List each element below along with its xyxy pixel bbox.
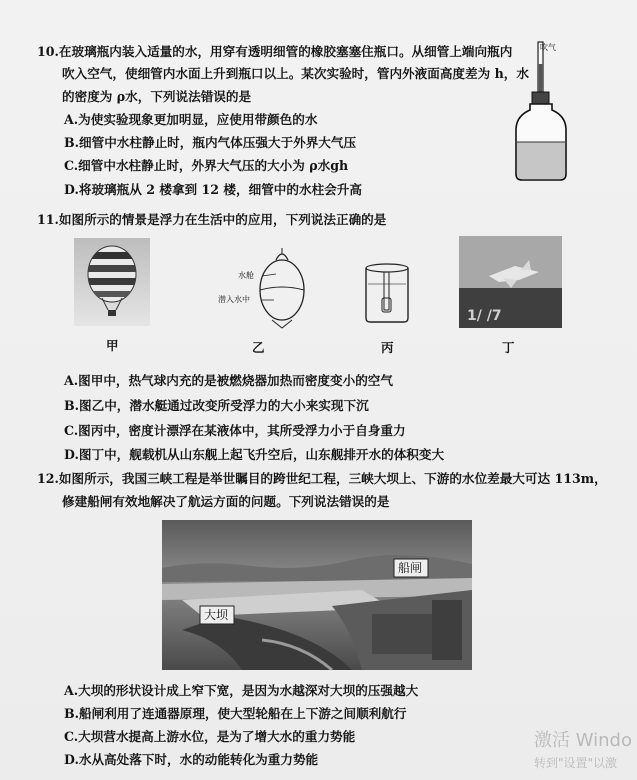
- q12-stem-line2: 修建船闸有效地解决了航运方面的问题。下列说法错误的是: [62, 494, 390, 509]
- windows-activation-watermark: 激活 Windo: [534, 730, 632, 751]
- q10-option-d: D.将玻璃瓶从 2 楼拿到 12 楼，细管中的水柱会升高: [64, 182, 362, 197]
- hydrometer-beaker-diagram: [362, 262, 412, 324]
- q11-stem: 11.如图所示的情景是浮力在生活中的应用，下列说法正确的是: [37, 212, 387, 227]
- q11-option-c: C.图丙中，密度计漂浮在某液体中，其所受浮力小于自身重力: [64, 423, 406, 438]
- submarine-submerge-label: 潜入水中: [218, 295, 250, 304]
- windows-activation-hint: 转到"设置"以激: [534, 756, 618, 770]
- figure-label-jia: 甲: [106, 338, 119, 353]
- q12-option-b: B.船闸利用了连通器原理，使大型轮船在上下游之间顺利航行: [64, 706, 407, 721]
- bottle-blow-label: 吹气: [540, 43, 556, 52]
- figure-label-yi: 乙: [252, 340, 265, 355]
- submarine-tank-label: 水舱: [238, 271, 254, 280]
- q11-option-b: B.图乙中，潜水艇通过改变所受浮力的大小来实现下沉: [64, 398, 369, 413]
- three-gorges-dam-image: [162, 520, 472, 670]
- q11-option-a: A.图甲中，热气球内充的是被燃烧器加热而密度变小的空气: [64, 373, 393, 388]
- bottle-figure: [510, 34, 580, 184]
- hot-air-balloon-image: [74, 238, 150, 326]
- svg-text:1/ /7: 1/ /7: [467, 308, 502, 324]
- submarine-diagram: [226, 244, 316, 330]
- q10-option-c: C.细管中水柱静止时，外界大气压的大小为 ρ水gh: [64, 158, 349, 173]
- q12-option-c: C.大坝营水提高上游水位，是为了增大水的重力势能: [64, 729, 356, 744]
- q10-option-a: A.为使实验现象更加明显，应使用带颜色的水: [64, 112, 318, 127]
- carrier-jet-image: [459, 236, 562, 328]
- q10-stem-line2: 吹入空气，使细管内水面上升到瓶口以上。某次实验时，管内外液面高度差为 h，水: [62, 66, 529, 81]
- photo-label-lock: 船闸: [398, 561, 423, 575]
- q12-option-d: D.水从高处落下时，水的动能转化为重力势能: [64, 752, 319, 767]
- q10-stem-line1: 10.在玻璃瓶内装入适量的水，用穿有透明细管的橡胶塞塞住瓶口。从细管上端向瓶内: [37, 44, 513, 59]
- photo-label-dam: 大坝: [204, 608, 229, 622]
- q10-stem-line3: 的密度为 ρ水，下列说法错误的是: [62, 89, 252, 104]
- q11-option-d: D.图丁中，舰载机从山东舰上起飞升空后，山东舰排开水的体积变大: [64, 447, 445, 462]
- q12-stem-line1: 12.如图所示，我国三峡工程是举世瞩目的跨世纪工程，三峡大坝上、下游的水位差最大可达 113m，: [37, 471, 607, 486]
- figure-label-ding: 丁: [502, 340, 515, 355]
- figure-label-bing: 丙: [381, 340, 394, 355]
- q10-option-b: B.细管中水柱静止时，瓶内气体压强大于外界大气压: [64, 135, 357, 150]
- q12-option-a: A.大坝的形状设计成上窄下宽，是因为水越深对大坝的压强越大: [64, 683, 419, 698]
